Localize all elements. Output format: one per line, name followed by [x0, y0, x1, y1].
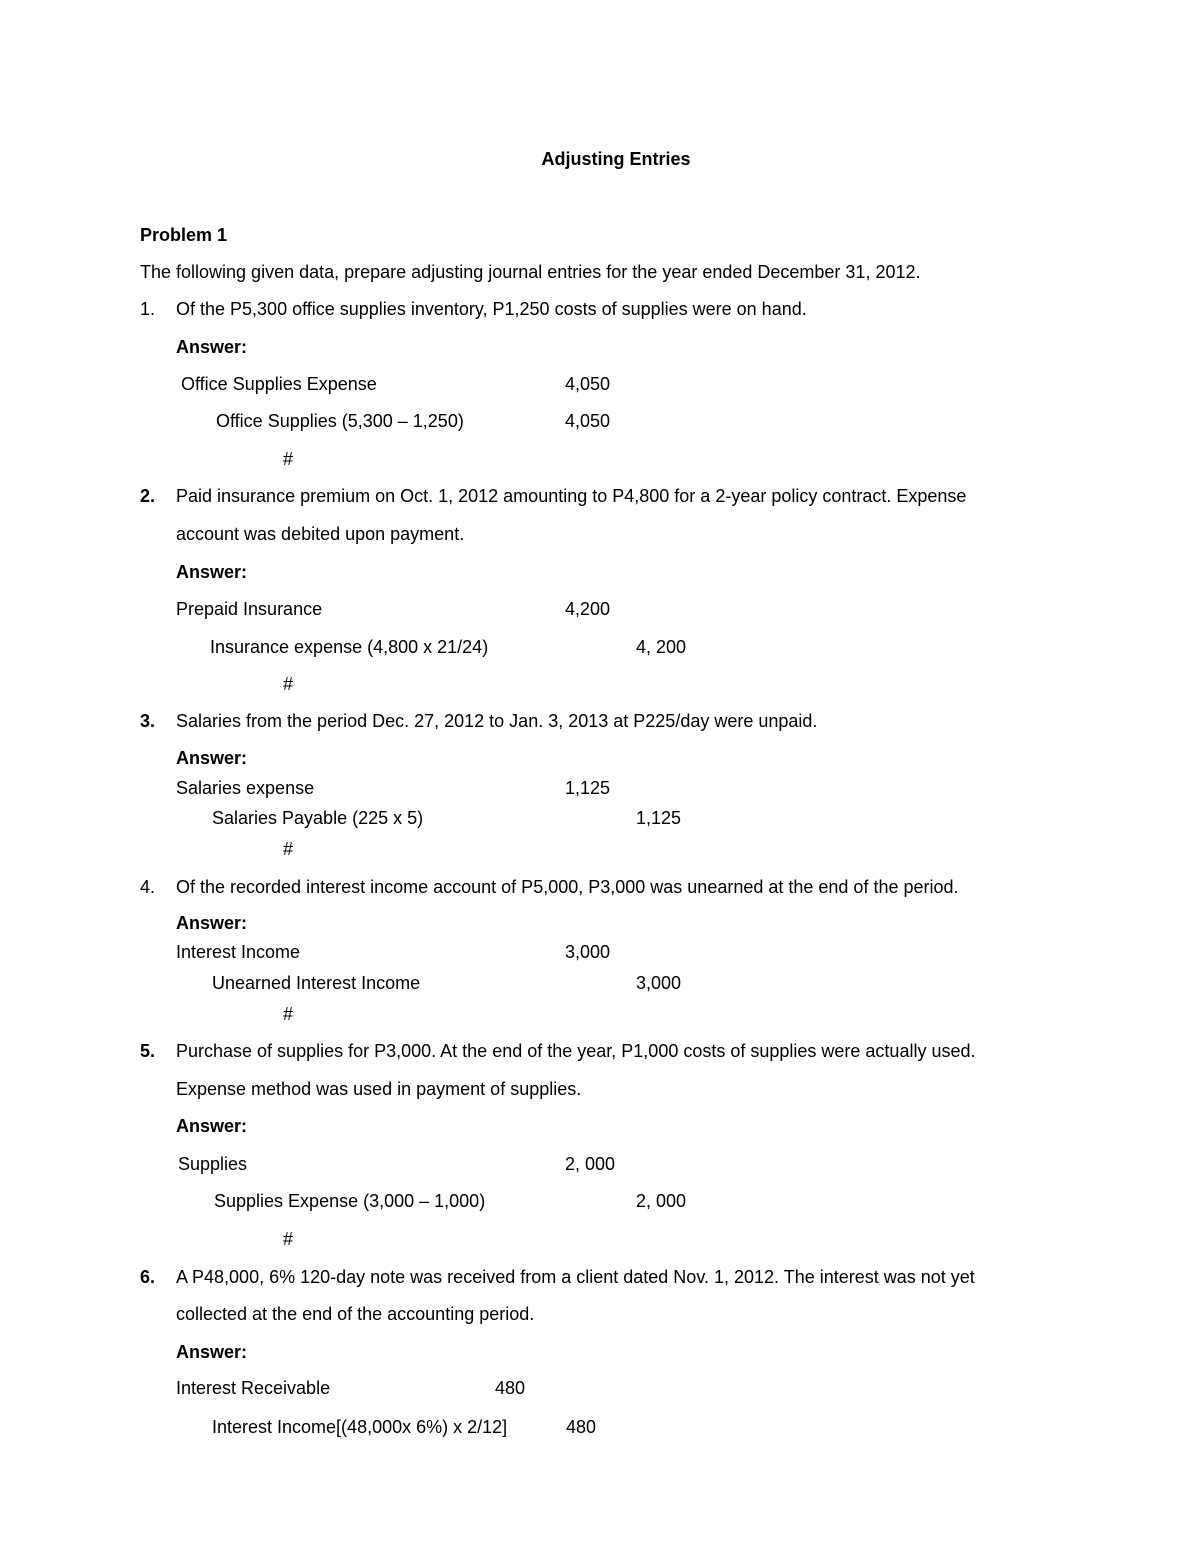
answer-label: Answer: — [176, 1342, 248, 1362]
answer-label: Answer: — [176, 337, 248, 357]
item-question-continued: account was debited upon payment. — [176, 524, 465, 544]
entry-terminator: # — [283, 839, 294, 859]
debit-amount: 4,050 — [565, 374, 611, 394]
debit-account: Supplies — [178, 1154, 248, 1174]
answer-label: Answer: — [176, 1116, 248, 1136]
answer-label: Answer: — [176, 562, 248, 582]
entry-terminator: # — [283, 1229, 294, 1249]
item-question-continued: collected at the end of the accounting period. — [176, 1304, 535, 1324]
item-question: Of the recorded interest income account of P5,000, P3,000 was unearned at the end of the period. — [176, 877, 959, 897]
item-number: 6. — [140, 1267, 156, 1287]
credit-account: Office Supplies (5,300 – 1,250) — [216, 411, 464, 431]
credit-amount: 4,050 — [565, 411, 611, 431]
debit-account: Interest Receivable — [176, 1378, 331, 1398]
credit-amount: 1,125 — [636, 808, 682, 828]
item-number: 4. — [140, 877, 156, 897]
credit-account: Insurance expense (4,800 x 21/24) — [210, 637, 489, 657]
answer-label: Answer: — [176, 748, 248, 768]
item-question: Paid insurance premium on Oct. 1, 2012 amounting to P4,800 for a 2-year policy contract. Expense — [176, 486, 967, 506]
item-number: 5. — [140, 1041, 156, 1061]
document-title: Adjusting Entries — [541, 149, 691, 169]
item-question: Purchase of supplies for P3,000. At the end of the year, P1,000 costs of supplies were actually used. — [176, 1041, 976, 1061]
debit-account: Prepaid Insurance — [176, 599, 323, 619]
debit-account: Salaries expense — [176, 778, 315, 798]
debit-amount: 2, 000 — [565, 1154, 616, 1174]
item-question: Salaries from the period Dec. 27, 2012 to Jan. 3, 2013 at P225/day were unpaid. — [176, 711, 818, 731]
debit-amount: 3,000 — [565, 942, 611, 962]
credit-account: Salaries Payable (225 x 5) — [212, 808, 424, 828]
debit-amount: 480 — [495, 1378, 526, 1398]
debit-account: Office Supplies Expense — [181, 374, 377, 394]
entry-terminator: # — [283, 674, 294, 694]
debit-account: Interest Income — [176, 942, 301, 962]
item-question: A P48,000, 6% 120-day note was received from a client dated Nov. 1, 2012. The interest was not yet — [176, 1267, 975, 1287]
item-number: 3. — [140, 711, 156, 731]
instructions: The following given data, prepare adjusting journal entries for the year ended December 31, 2012. — [140, 262, 921, 282]
problem-heading: Problem 1 — [140, 225, 228, 245]
credit-amount: 2, 000 — [636, 1191, 687, 1211]
credit-amount: 3,000 — [636, 973, 682, 993]
credit-amount: 480 — [566, 1417, 597, 1437]
debit-amount: 4,200 — [565, 599, 611, 619]
item-question: Of the P5,300 office supplies inventory, P1,250 costs of supplies were on hand. — [176, 299, 807, 319]
debit-amount: 1,125 — [565, 778, 611, 798]
entry-terminator: # — [283, 449, 294, 469]
item-number: 2. — [140, 486, 156, 506]
item-question-continued: Expense method was used in payment of supplies. — [176, 1079, 582, 1099]
item-number: 1. — [140, 299, 156, 319]
credit-account: Unearned Interest Income — [212, 973, 421, 993]
credit-account: Supplies Expense (3,000 – 1,000) — [214, 1191, 486, 1211]
entry-terminator: # — [283, 1004, 294, 1024]
answer-label: Answer: — [176, 913, 248, 933]
credit-account: Interest Income[(48,000x 6%) x 2/12] — [212, 1417, 508, 1437]
credit-amount: 4, 200 — [636, 637, 687, 657]
